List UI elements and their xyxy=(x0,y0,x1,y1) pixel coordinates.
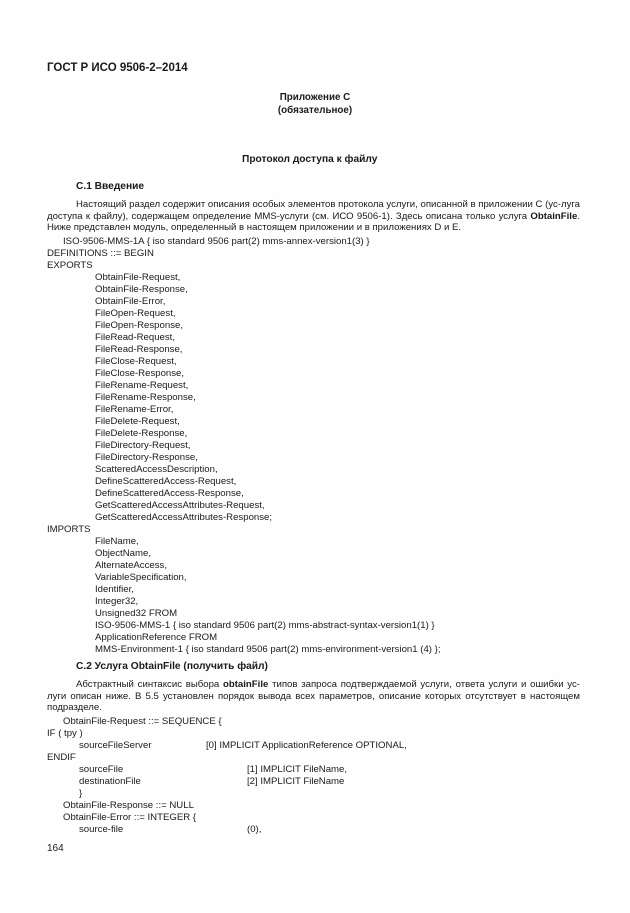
export-item: FileRename-Response, xyxy=(95,392,196,403)
import-item: Identifier, xyxy=(95,584,134,595)
import-item: VariableSpecification, xyxy=(95,572,187,583)
export-item: FileDirectory-Request, xyxy=(95,440,191,451)
source-file-field: sourceFile xyxy=(79,764,124,775)
s2-para-b: типов запроса подтверждаемой услуги, ответа услуги и ошибки ус-луги описан ниже. В 5.5 установлен порядок вывода всех параметров, описание которых отсутствует в настоящем подразделе. xyxy=(47,679,580,714)
export-item: FileClose-Request, xyxy=(95,356,177,367)
imports-list xyxy=(95,536,441,656)
export-item: ObtainFile-Error, xyxy=(95,296,166,307)
source-file-server-type: [0] IMPLICIT ApplicationReference OPTIONAL, xyxy=(206,740,407,751)
export-item: FileRename-Request, xyxy=(95,380,189,391)
export-item: FileDirectory-Response, xyxy=(95,452,198,463)
source-file-enum: source-file xyxy=(79,824,124,835)
response-line: ObtainFile-Response ::= NULL xyxy=(63,800,194,811)
export-item: FileDelete-Request, xyxy=(95,416,180,427)
import-item: MMS-Environment-1 { iso standard 9506 part(2) mms-environment-version1 (4) }; xyxy=(95,644,441,655)
import-item: Integer32, xyxy=(95,596,139,607)
annex-note: (обязательное) xyxy=(277,105,353,116)
export-item: FileOpen-Response, xyxy=(95,320,183,331)
export-item: FileOpen-Request, xyxy=(95,308,176,319)
import-item: FileName, xyxy=(95,536,139,547)
export-item: DefineScatteredAccess-Request, xyxy=(95,476,237,487)
s2-title: С.2 Услуга ObtainFile (получить файл) xyxy=(76,661,268,672)
export-item: ScatteredAccessDescription, xyxy=(95,464,218,475)
export-item: FileDelete-Response, xyxy=(95,428,188,439)
source-file-type: [1] IMPLICIT FileName, xyxy=(247,764,348,775)
export-item: FileRead-Response, xyxy=(95,344,183,355)
export-item: FileRead-Request, xyxy=(95,332,175,343)
export-item: GetScatteredAccessAttributes-Request, xyxy=(95,500,265,511)
exports-list xyxy=(95,272,272,524)
destination-file-field: destinationFile xyxy=(79,776,141,787)
page-number: 164 xyxy=(47,843,64,854)
request-sequence-line: ObtainFile-Request ::= SEQUENCE { xyxy=(63,716,222,727)
s1-title: С.1 Введение xyxy=(76,181,145,192)
exports-keyword: EXPORTS xyxy=(47,260,93,271)
if-line: IF ( tpy ) xyxy=(47,728,83,739)
destination-file-type: [2] IMPLICIT FileName xyxy=(247,776,345,787)
s1-para-a: Настоящий раздел содержит описания особых элементов протокола услуги, описанной в приложении С (ус-луга доступа к файлу), содержащем определение MMS-услуги (см. ИСО 9506-1). Здесь описана только услуга xyxy=(47,199,580,222)
s2-paragraph xyxy=(47,679,580,714)
source-file-server-field: sourceFileServer xyxy=(79,740,152,751)
endif-line: ENDIF xyxy=(47,752,76,763)
s1-para-bold: ObtainFile xyxy=(530,210,578,222)
section-heading: Протокол доступа к файлу xyxy=(242,154,378,165)
error-line: ObtainFile-Error ::= INTEGER { xyxy=(63,812,197,823)
s2-para-bold: obtainFile xyxy=(223,679,269,690)
module-line: ISO-9506-MMS-1A { iso standard 9506 part(2) mms-annex-version1(3) } xyxy=(63,236,370,247)
import-item: ApplicationReference FROM xyxy=(95,632,218,643)
import-item: ISO-9506-MMS-1 { iso standard 9506 part(2) mms-abstract-syntax-version1(1) } xyxy=(95,620,435,631)
export-item: GetScatteredAccessAttributes-Response; xyxy=(95,512,273,523)
export-item: FileClose-Response, xyxy=(95,368,185,379)
closing-brace: } xyxy=(79,788,83,799)
export-item: ObtainFile-Response, xyxy=(95,284,188,295)
import-item: Unsigned32 FROM xyxy=(95,608,178,619)
annex-title: Приложение С xyxy=(279,92,351,103)
export-item: ObtainFile-Request, xyxy=(95,272,181,283)
import-item: AlternateAccess, xyxy=(95,560,167,571)
export-item: FileRename-Error, xyxy=(95,404,174,415)
definitions-line: DEFINITIONS ::= BEGIN xyxy=(47,248,154,259)
s1-paragraph xyxy=(47,199,580,234)
export-item: DefineScatteredAccess-Response, xyxy=(95,488,244,499)
imports-keyword: IMPORTS xyxy=(47,524,91,535)
import-item: ObjectName, xyxy=(95,548,151,559)
source-file-enum-value: (0), xyxy=(247,824,262,835)
standard-header: ГОСТ Р ИСО 9506-2–2014 xyxy=(47,62,188,74)
s2-para-a: Абстрактный синтаксис выбора xyxy=(76,679,220,690)
s1-para-rest: . Ниже представлен модуль, определенный в настоящем приложении и в приложениях D и Е. xyxy=(47,210,580,234)
